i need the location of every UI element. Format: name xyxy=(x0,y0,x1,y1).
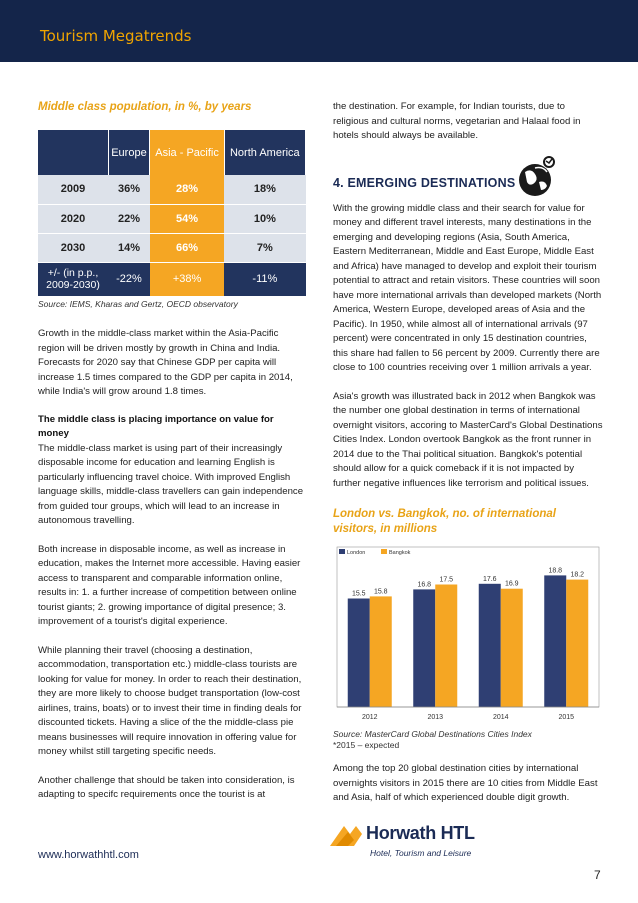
subheading: The middle class is placing importance on value for money xyxy=(38,413,274,439)
table-source: Source: IEMS, Kharas and Gertz, OECD observatory xyxy=(38,299,238,309)
footer-url[interactable]: www.horwathhtl.com xyxy=(38,849,139,861)
globe-icon xyxy=(513,152,561,200)
left-column xyxy=(38,100,306,803)
header-title: Tourism Megatrends xyxy=(40,27,192,45)
data-label: 15.8 xyxy=(373,588,388,596)
table-cell: 2020 xyxy=(38,204,108,233)
paragraph: Both increase in disposable income, as well as increase in education, makes the Internet more accessible. Having easier access to transparent and comparable information online, results in: 1. a further increase of competition between online tourist giants; 2. growing importance of digital presence; 3. improvement of a tourist's digital experience. xyxy=(38,543,301,627)
page-number: 7 xyxy=(594,868,601,882)
data-label: 15.5 xyxy=(351,590,366,598)
middle-class-table xyxy=(38,130,306,296)
table-cell: 36% xyxy=(108,175,150,204)
x-tick-label: 2015 xyxy=(558,714,575,721)
header-bar xyxy=(0,0,638,62)
chart-footnote: *2015 – expected xyxy=(333,740,400,750)
table-header-cell: Europe xyxy=(108,130,150,175)
table-row xyxy=(38,204,306,233)
table-cell: -11% xyxy=(224,262,305,296)
chart-source: Source: MasterCard Global Destinations Cities Index xyxy=(333,729,532,739)
data-label: 16.8 xyxy=(417,581,432,589)
section-heading-block xyxy=(333,166,603,198)
bar xyxy=(479,584,501,707)
paragraph: Asia's growth was illustrated back in 2012 when Bangkok was the number one global destination in terms of international overnight visitors, accoring to MasterCard's Global Destinations Cities Index. London overtook Bangkok as the front runner in 2014 due to the Thai political situation. Bangkok's potential should allow for a quick comeback if it is not impacted by further negative influences like terrorism and political issues. xyxy=(333,390,603,489)
bar xyxy=(435,585,457,708)
bar xyxy=(413,589,435,707)
x-tick-label: 2014 xyxy=(492,714,509,721)
data-label: 17.5 xyxy=(439,576,454,584)
bar xyxy=(501,589,523,707)
logo-tagline: Hotel, Tourism and Leisure xyxy=(370,848,472,858)
table-cell: 2030 xyxy=(38,233,108,262)
table-cell: 7% xyxy=(224,233,305,262)
table-cell: -22% xyxy=(108,262,150,296)
paragraph: the destination. For example, for Indian tourists, due to religious and cultural norms, vegetarian and Halaal food in hotels should always be available. xyxy=(333,101,581,141)
logo-name: Horwath HTL xyxy=(366,823,475,843)
legend-label: London xyxy=(347,550,366,556)
section-title: 4. EMERGING DESTINATIONS xyxy=(333,175,516,190)
bar xyxy=(348,599,370,708)
right-column xyxy=(333,100,603,806)
table-header-row xyxy=(38,130,306,175)
paragraph: The middle-class market is using part of their increasingly disposable income for education and learning English is particularly influencing travel choice. With improved English language skills, middle-class travellers can gain independence from guided tour groups, which will lead to an increase in autonomous travelling. xyxy=(38,442,304,526)
bar xyxy=(566,580,588,707)
bar xyxy=(370,596,392,707)
subheading-paragraph xyxy=(38,413,306,529)
legend-swatch xyxy=(381,549,387,554)
table-row-change xyxy=(38,262,306,296)
table-cell: 14% xyxy=(108,233,150,262)
bar xyxy=(544,575,566,707)
table-cell: 18% xyxy=(224,175,305,204)
table-cell: +/- (in p.p., 2009-2030) xyxy=(38,262,108,296)
table-header-cell xyxy=(38,130,108,175)
paragraph: Growth in the middle-class market within the Asia-Pacific region will be driven mostly by growth in China and India. Forecasts for 2020 say that Chinese GDP per capita will increase 1.5 times compared to the GDP per capita in 2014, while India's will grow around 1.8 times. xyxy=(38,328,293,397)
table-cell: +38% xyxy=(150,262,224,296)
table-title: Middle class population, in %, by years xyxy=(38,101,252,113)
bar-chart xyxy=(333,541,603,727)
paragraph: Among the top 20 global destination cities by international overnights visitors in 2015 there are 10 cities from Middle East and Asia, half of which experienced double digit growth. xyxy=(333,763,598,803)
x-tick-label: 2013 xyxy=(427,714,444,721)
data-label: 17.6 xyxy=(482,575,497,583)
data-label: 18.2 xyxy=(570,571,585,579)
table-header-cell: North America xyxy=(224,130,305,175)
table-row xyxy=(38,175,306,204)
table-cell: 22% xyxy=(108,204,150,233)
legend-swatch xyxy=(339,549,345,554)
paragraph: While planning their travel (choosing a destination, accommodation, transportation etc.) middle-class tourists are looking for value for money. In order to reach their destination, they are more likely to choose budget transportation (low-cost airlines, trains, boats) or to invest their time in finding deals for discounted tickets. Having a slice of the the middle-class pie means businesses will require innovation in offering value for money whilst still targeting specific needs. xyxy=(38,644,302,757)
paragraph: With the growing middle class and their search for value for money and different travel interests, many destinations in the emerging and developing regions (Asia, South America, Eastern Mediterranean, Middle and East Europe, Middle East and Africa) have managed to develop and exploit their tourism potential to attract and retain visitors. These countries will soon have more international arrivals than developed markets (North America, Western Europe, developed areas of Asia and the Pacific). In 1950, while almost all of international arrivals (97 percent) were concentrated in only 15 destination countries, this share had fallen to 56 percent by 2009. Currently there are close to 100 countries receiving over 1 million arrivals a year. xyxy=(333,202,602,373)
data-label: 16.9 xyxy=(504,580,519,588)
table-cell: 54% xyxy=(150,204,224,233)
chart-container xyxy=(333,541,603,727)
legend-label: Bangkok xyxy=(389,550,411,556)
table-header-cell: Asia - Pacific xyxy=(150,130,224,175)
table-cell: 10% xyxy=(224,204,305,233)
table-row xyxy=(38,233,306,262)
chart-title: London vs. Bangkok, no. of international visitors, in millions xyxy=(333,508,556,535)
table-cell: 28% xyxy=(150,175,224,204)
data-label: 18.8 xyxy=(548,567,563,575)
paragraph: Another challenge that should be taken into consideration, is adapting to specifc requirements once the tourist is at xyxy=(38,774,295,800)
x-tick-label: 2012 xyxy=(361,714,378,721)
table-cell: 66% xyxy=(150,233,224,262)
table-cell: 2009 xyxy=(38,175,108,204)
